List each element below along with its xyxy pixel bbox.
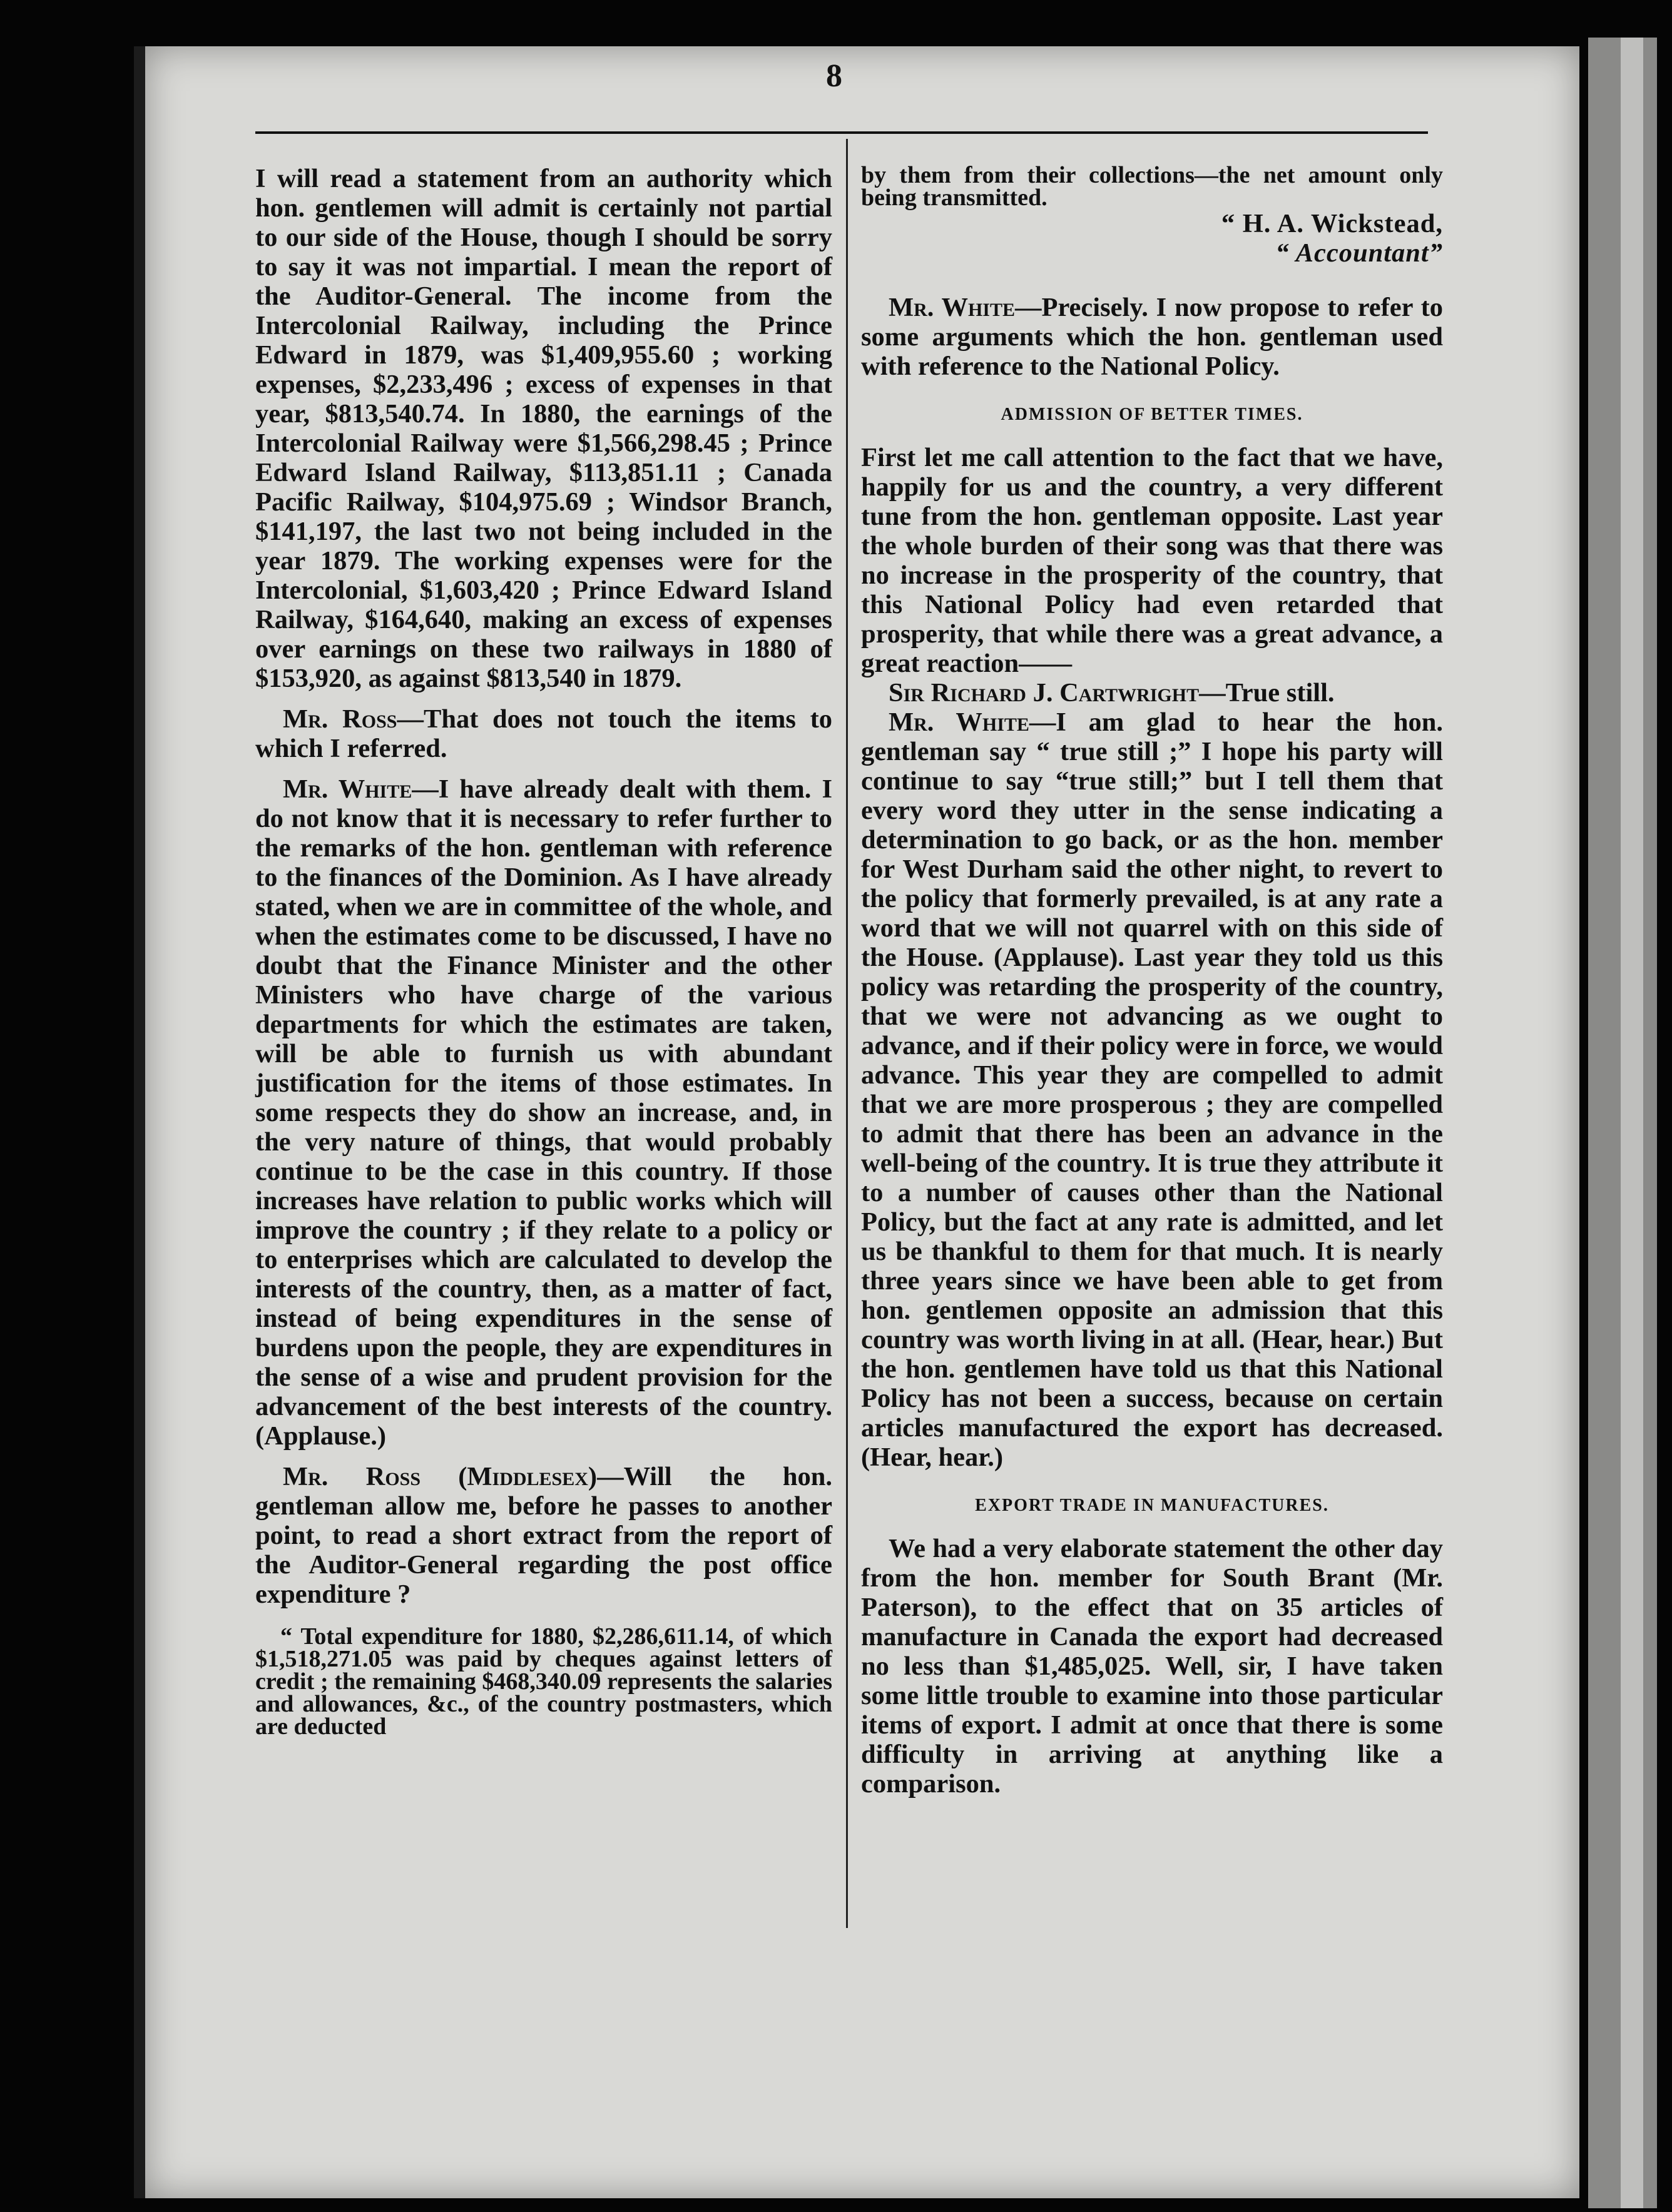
paragraph: [861, 293, 1443, 381]
speech-text: —That does not touch the items to which I referred.: [255, 704, 832, 763]
speaker-name: Mr. White: [283, 774, 412, 804]
signature-title: “ Accountant”: [1275, 238, 1443, 268]
speech-text: —Precisely. I now propose to refer to some arguments which the hon. gentleman used with reference to the National Policy.: [861, 293, 1443, 381]
header-rule: [255, 131, 1428, 134]
paragraph: [255, 774, 832, 1451]
speaker-name: Mr. White: [889, 708, 1029, 737]
paragraph: [861, 678, 1443, 708]
speech-text: —I have already dealt with them. I do not know that it is necessary to refer further to the remarks of the hon. gentleman with reference to the finances of the Dominion. As I have already stated, when we are in committee of the whole, and when the estimates come to be discussed, I have no doubt that the Finance Minister and the other Ministers who have charge of the various departments for which the estimates are taken, will be able to furnish us with abundant justification for the items of those estimates. In some respects they do show an increase, and, in the very nature of things, that would probably continue to be the case in this country. If those increases have relation to public works which will improve the country ; if they relate to a policy or to enterprises which are calculated to develop the interests of the country, then, as a matter of fact, instead of being expenditures in the sense of burdens upon the people, they are expenditures in the sense of a wise and prudent provision for the advancement of the best interests of the country. (Applause.): [255, 774, 832, 1451]
paragraph: We had a very elaborate statement the other day from the hon. member for South Brant (Mr. Paterson), to the effect that on 35 articles of manufacture in Canada the export had decreased no less than $1,485,025. Well, sir, I have taken some little trouble to examine into those particular items of export. I admit at once that there is some difficulty in arriving at anything like a comparison.: [861, 1534, 1443, 1799]
page-number: 8: [826, 58, 842, 94]
speech-text: —True still.: [1199, 678, 1335, 708]
adjacent-page-edge-light: [1621, 38, 1643, 2208]
paragraph: First let me call attention to the fact that we have, happily for us and the country, a very different tune from the hon. gentleman opposite. Last year the whole burden of their song was that there was no increase in the prosperity of the country, that this National Policy had even retarded that prosperity, that while there was a great advance, a great reaction——: [861, 443, 1443, 678]
quoted-extract: “ Total expenditure for 1880, $2,286,611.14, of which $1,518,271.05 was paid by cheques against letters of credit ; the remaining $468,340.09 represents the salaries and allowances, &c., of the country postmasters, which are deducted: [255, 1623, 832, 1740]
right-column: [861, 164, 1443, 1799]
paragraph: [861, 708, 1443, 1472]
paragraph: [255, 704, 832, 763]
speaker-name: Mr. Ross: [283, 704, 397, 734]
section-heading: ADMISSION OF BETTER TIMES.: [1001, 405, 1303, 424]
speech-text: —Will the hon. gentleman allow me, before he passes to another point, to read a short extract from the report of the Auditor-General regarding the post office expenditure ?: [255, 1462, 832, 1609]
quoted-extract-continued: by them from their collections—the net amount only being transmitted.: [861, 162, 1443, 211]
speaker-name: Mr. White: [889, 293, 1015, 322]
paragraph: I will read a statement from an authority which hon. gentlemen will admit is certainly not partial to our side of the House, though I should be sorry to say it was not impartial. I mean the report of the Auditor-General. The income from the Intercolonial Railway, including the Prince Edward in 1879, was $1,409,955.60 ; working expenses, $2,233,496 ; excess of expenses in that year, $813,540.74. In 1880, the earnings of the Intercolonial Railway were $1,566,298.45 ; Prince Edward Island Railway, $113,851.11 ; Canada Pacific Railway, $104,975.69 ; Windsor Branch, $141,197, the last two not being included in the year 1879. The working expenses were for the Intercolonial, $1,603,420 ; Prince Edward Island Railway, $164,640, making an excess of expenses over earnings on these two railways in 1880 of $153,920, as against $813,540 in 1879.: [255, 164, 832, 693]
speaker-name: Sir Richard J. Cartwright: [889, 678, 1200, 708]
speaker-name: Mr. Ross (Middlesex): [283, 1462, 598, 1491]
signature-name: “ H. A. Wickstead,: [1221, 209, 1443, 238]
column-divider: [846, 139, 848, 1928]
speech-text: —I am glad to hear the hon. gentleman say “ true still ;” I hope his party will continue to say “true still;” but I tell them that every word they utter in the sense indicating a determination to go back, or as the hon. member for West Durham said the other night, to revert to the policy that formerly prevailed, is at any rate a word that we will not quarrel with on this side of the House. (Applause). Last year they told us this policy was retarding the prosperity of the country, that we were not advancing as we ought to advance, and if their policy were in force, we would advance. This year they are compelled to admit that we are more prosperous ; they are compelled to admit that there has been an advance in the well-being of the country. It is true they attribute it to a number of causes other than the National Policy, but the fact at any rate is admitted, and let us be thankful to them for that much. It is nearly three years since we have been able to get from hon. gentlemen opposite an admission that this country was worth living in at all. (Hear, hear.) But the hon. gentlemen have told us that this National Policy has not been a success, because on certain articles manufactured the export has decreased. (Hear, hear.): [861, 708, 1443, 1472]
section-heading: EXPORT TRADE IN MANUFACTURES.: [975, 1496, 1329, 1515]
paragraph: [255, 1462, 832, 1609]
left-column: [255, 164, 832, 1738]
